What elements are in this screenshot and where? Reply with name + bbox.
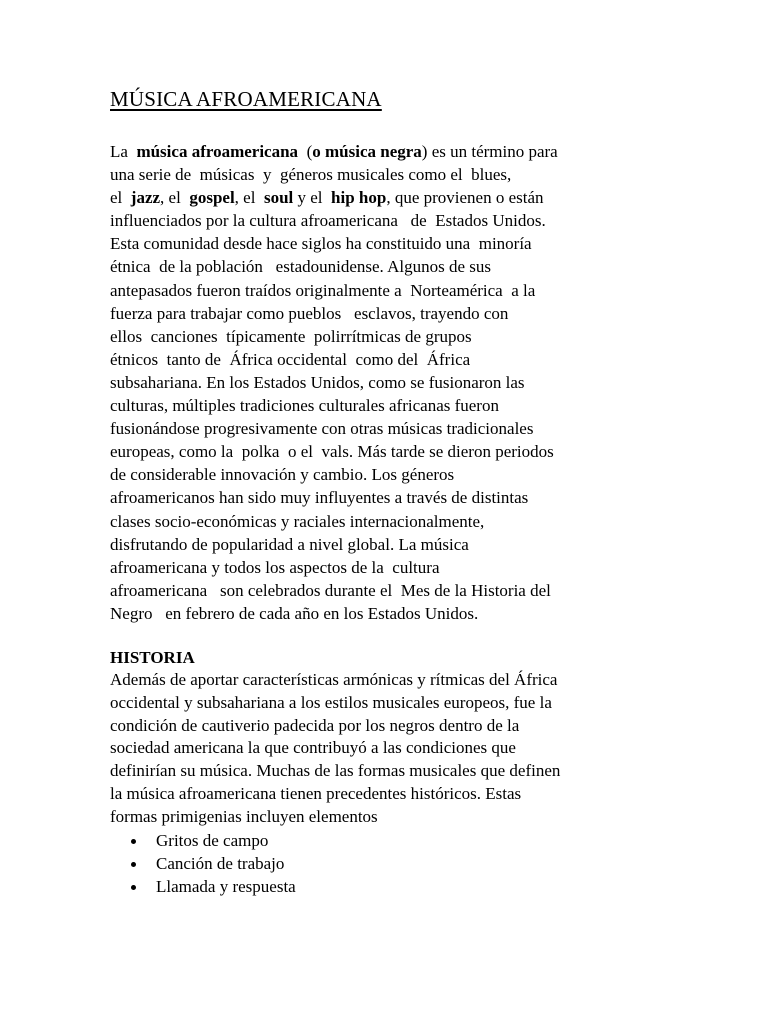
bullet-text: Canción de trabajo	[156, 853, 285, 873]
text-run: clases socio-económicas y raciales internacionalmente,	[110, 511, 485, 531]
history-line: la música afroamericana tienen precedentes históricos. Estas	[110, 783, 522, 803]
bullet-item	[110, 852, 670, 875]
text-run: fuerza para trabajar como pueblos esclavos, trayendo con	[110, 303, 509, 323]
text-run: Negro en febrero de cada año en los Estados Unidos.	[110, 603, 479, 623]
history-line: occidental y subsahariana a los estilos musicales europeos, fue la	[110, 692, 552, 712]
text-run: afroamericanos han sido muy influyentes a través de distintas	[110, 488, 529, 508]
bold-term: hip hop	[331, 188, 387, 208]
text-run: el	[110, 188, 131, 208]
text-run: étnica de la población estadounidense. Algunos de sus	[110, 257, 491, 277]
intro-line	[110, 186, 670, 209]
bullet-text: Gritos de campo	[156, 830, 269, 850]
document-page	[110, 84, 670, 899]
history-line: condición de cautiverio padecida por los negros dentro de la	[110, 715, 520, 735]
text-run: ellos canciones típicamente polirrítmicas de grupos	[110, 326, 472, 346]
intro-line	[110, 417, 670, 440]
bullet-dot-icon	[131, 839, 136, 844]
text-run: europeas, como la polka o el vals. Más tarde se dieron periodos	[110, 442, 554, 462]
text-run: , el	[160, 188, 190, 208]
text-run: subsahariana. En los Estados Unidos, como se fusionaron las	[110, 372, 525, 392]
intro-line	[110, 602, 670, 625]
text-run: afroamericana y todos los aspectos de la cultura	[110, 557, 440, 577]
bullet-text: Llamada y respuesta	[156, 877, 296, 897]
intro-line	[110, 163, 670, 186]
text-run: de considerable innovación y cambio. Los géneros	[110, 465, 455, 485]
bold-term: o música negra	[312, 142, 422, 161]
text-run: afroamericana son celebrados durante el Mes de la Historia del	[110, 580, 551, 600]
bold-term: música afroamericana	[136, 142, 299, 161]
intro-line	[110, 302, 670, 325]
document-title: MÚSICA AFROAMERICANA	[110, 87, 382, 111]
text-run: ) es un término para	[421, 142, 558, 161]
intro-line	[110, 255, 670, 278]
text-run: y el	[293, 188, 332, 208]
intro-line	[110, 140, 670, 163]
text-run: , el	[234, 188, 264, 208]
text-run: La	[110, 142, 137, 161]
bullet-item	[110, 829, 670, 852]
text-run: , que provienen o están	[386, 188, 544, 208]
intro-line	[110, 510, 670, 533]
history-paragraph	[110, 669, 670, 829]
intro-line	[110, 556, 670, 579]
intro-line	[110, 533, 670, 556]
bullet-dot-icon	[131, 862, 136, 867]
intro-line	[110, 209, 670, 232]
intro-line	[110, 463, 670, 486]
history-line: definirían su música. Muchas de las formas musicales que definen	[110, 761, 561, 781]
bullet-list	[110, 829, 670, 899]
history-line: Además de aportar características armónicas y rítmicas del África	[110, 669, 558, 689]
intro-line	[110, 232, 670, 255]
intro-line	[110, 348, 670, 371]
bold-term: soul	[263, 188, 294, 208]
text-run: fusionándose progresivamente con otras músicas tradicionales	[110, 419, 534, 439]
history-line: formas primigenias incluyen elementos	[110, 806, 378, 826]
intro-line	[110, 440, 670, 463]
text-run: Esta comunidad desde hace siglos ha constituido una minoría	[110, 234, 532, 254]
bullet-dot-icon	[131, 885, 136, 890]
intro-line	[110, 371, 670, 394]
bullet-item	[110, 875, 670, 898]
bold-term: jazz	[130, 188, 161, 208]
intro-paragraph	[110, 140, 670, 625]
intro-line	[110, 279, 670, 302]
intro-line	[110, 325, 670, 348]
intro-line	[110, 486, 670, 509]
intro-line	[110, 394, 670, 417]
text-run: étnicos tanto de África occidental como del África	[110, 349, 471, 369]
history-line: sociedad americana la que contribuyó a las condiciones que	[110, 738, 516, 758]
intro-line	[110, 579, 670, 602]
text-run: influenciados por la cultura afroamericana de Estados Unidos.	[110, 211, 546, 231]
section-heading-historia: HISTORIA	[110, 647, 195, 667]
text-run: una serie de músicas y géneros musicales como el blues,	[110, 165, 512, 185]
text-run: antepasados fueron traídos originalmente a Norteamérica a la	[110, 280, 536, 300]
text-run: disfrutando de popularidad a nivel global. La música	[110, 534, 469, 554]
text-run: culturas, múltiples tradiciones culturales africanas fueron	[110, 396, 499, 416]
text-run: (	[298, 142, 313, 161]
bold-term: gospel	[189, 188, 235, 208]
